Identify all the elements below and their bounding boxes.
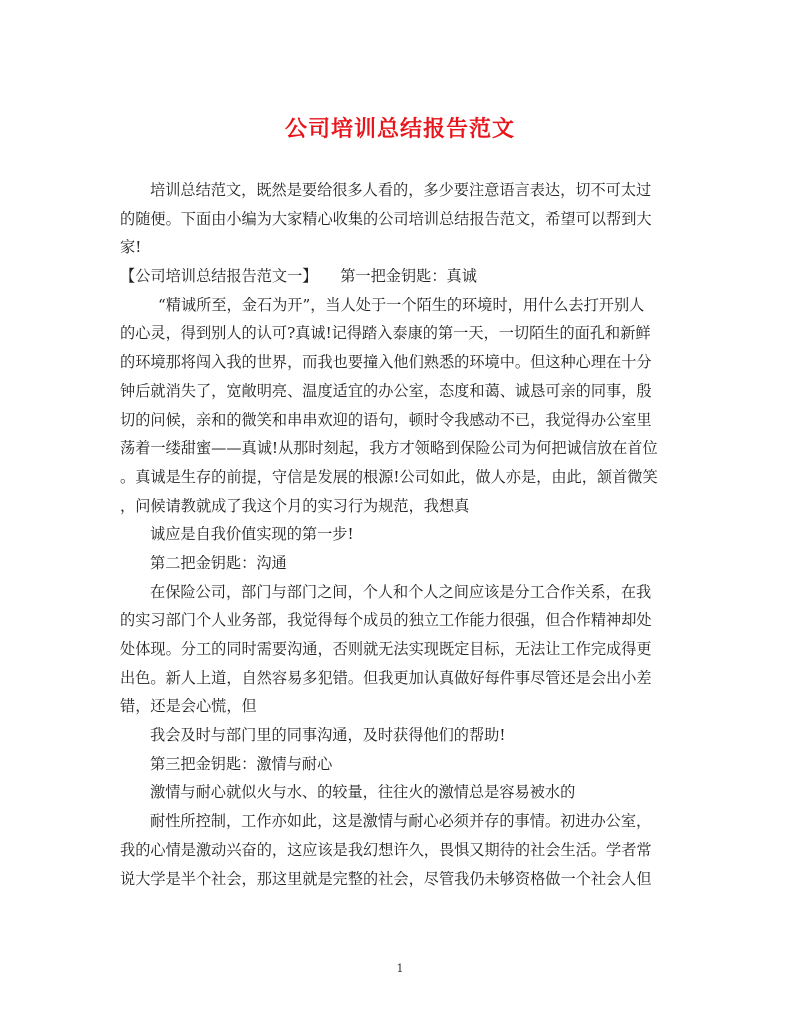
document-title: 公司培训总结报告范文 (284, 116, 515, 142)
section-heading-line: 【公司培训总结报告范文一】 第一把金钥匙：真诚 (120, 267, 477, 286)
paragraph-line: 钟后就消失了，宽敞明亮、温度适宜的办公室，态度和蔼、诚恳可亲的同事，殷 (120, 381, 652, 400)
paragraph-line: ，问候请教就成了我这个月的实习行为规范，我想真 (120, 496, 470, 515)
paragraph-line: 处体现。分工的同时需要沟通，否则就无法实现既定目标，无法让工作完成得更 (120, 640, 652, 658)
paragraph-line: 切的问候，亲和的微笑和串串欢迎的语句，顿时令我感动不已，我觉得办公室里 (120, 410, 652, 429)
paragraph-line: 激情与耐心就似火与水、的较量，往往火的激情总是容易被水的 (150, 783, 576, 802)
paragraph-line: 荡着一缕甜蜜——真诚!从那时刻起，我方才领略到保险公司为何把诚信放在首位 (120, 439, 658, 458)
paragraph-line: 的实习部门个人业务部，我觉得每个成员的独立工作能力很强，但合作精神却处 (120, 611, 652, 630)
paragraph-line: 家! (120, 238, 142, 257)
paragraph-line: 耐性所控制，工作亦如此，这是激情与耐心必须并存的事情。初进办公室， (150, 812, 652, 831)
paragraph-line: 培训总结范文，既然是要给很多人看的，多少要注意语言表达，切不可太过 (150, 181, 652, 199)
section-heading: 第二把金钥匙：沟通 (150, 553, 287, 572)
paragraph-line: 的随便。下面由小编为大家精心收集的公司培训总结报告范文，希望可以帮到大 (120, 209, 652, 228)
page-number: 1 (396, 962, 404, 975)
paragraph-line: 的环境那将闯入我的世界，而我也要撞入他们熟悉的环境中。但这种心理在十分 (120, 353, 652, 372)
document-body (120, 176, 680, 893)
paragraph-line: 出色。新人上道，自然容易多犯错。但我更加认真做好每件事尽管还是会出小差 (120, 668, 652, 687)
paragraph-line: 我会及时与部门里的同事沟通，及时获得他们的帮助! (150, 726, 506, 745)
paragraph-line: 我的心情是激动兴奋的，这应该是我幻想许久，畏惧又期待的社会生活。学者常 (120, 840, 652, 859)
paragraph-line: 。真诚是生存的前提，守信是发展的根源!公司如此，做人亦是，由此，颔首微笑 (120, 467, 658, 486)
paragraph-line: 在保险公司，部门与部门之间，个人和个人之间应该是分工合作关系，在我 (150, 582, 652, 601)
paragraph-line: 的心灵，得到别人的认可?真诚!记得踏入泰康的第一天，一切陌生的面孔和新鲜 (120, 324, 651, 343)
paragraph-line: 诚应是自我价值实现的第一步! (150, 525, 354, 544)
paragraph-line: 错，还是会心慌，但 (120, 697, 257, 716)
paragraph-line: 说大学是半个社会，那这里就是完整的社会，尽管我仍未够资格做一个社会人但 (120, 869, 652, 888)
section-heading: 第三把金钥匙：激情与耐心 (150, 754, 333, 773)
paragraph-line: “精诚所至，金石为开”，当人处于一个陌生的环境时，用什么去打开别人 (158, 295, 645, 314)
